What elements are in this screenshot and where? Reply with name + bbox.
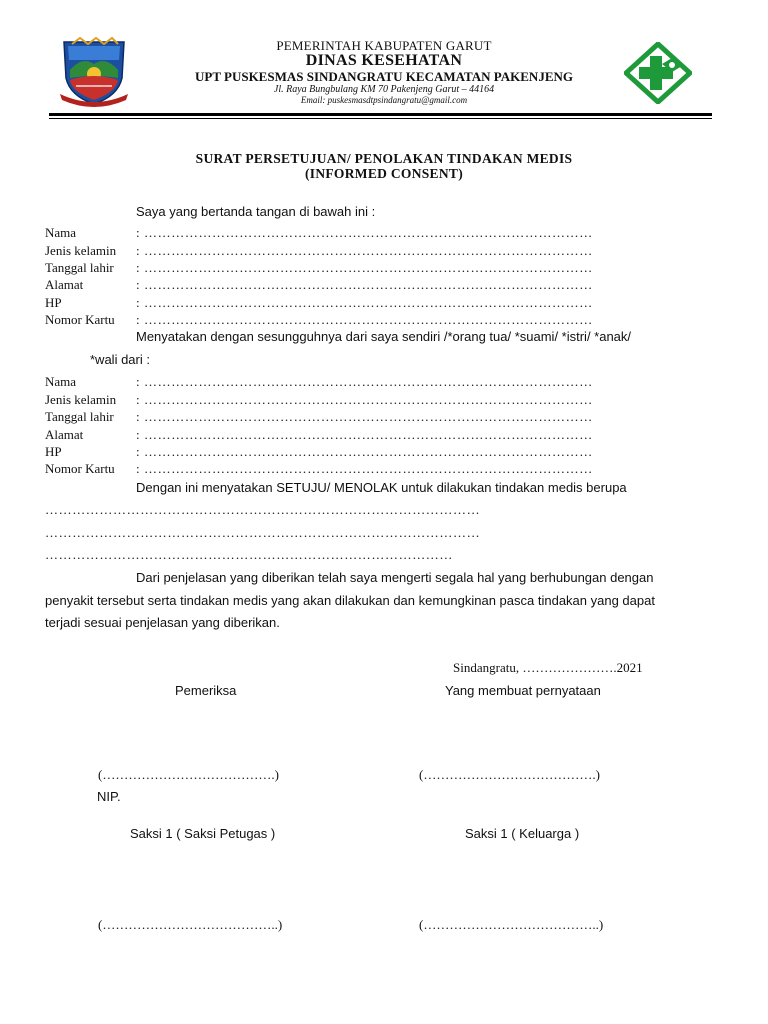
field-label-hp: HP [45,444,62,459]
document-subtitle: (INFORMED CONSENT) [304,166,464,181]
field-value-line: : ……………………………………………………………………………………… [136,243,593,258]
field-value-line: : ……………………………………………………………………………………… [136,392,593,407]
field-label-nomor-kartu: Nomor Kartu [45,312,115,327]
header-rule-thick [49,113,712,116]
explanation-line: penyakit tersebut serta tindakan medis yang akan dilakukan dan kemungkinan pasca tindakan yang dapat [45,593,655,608]
witness1-label: Saksi 1 ( Saksi Petugas ) [130,826,276,841]
consent-fill-line: …………………………………………………………………………………… [45,525,481,540]
statement-text-cont: *wali dari : [90,352,150,367]
header-department: DINAS KESEHATAN [305,52,463,69]
puskesmas-logo [624,42,692,104]
field-value-line: : ……………………………………………………………………………………… [136,461,593,476]
field-label-nama: Nama [45,374,77,389]
nip-label: NIP. [97,789,121,804]
header-email: Email: puskesmasdtpsindangratu@gmail.com [300,95,468,105]
field-value-line: : ……………………………………………………………………………………… [136,260,593,275]
header-address: Jl. Raya Bungbulang KM 70 Pakenjeng Garut – 44164 [273,84,495,95]
field-label-jenis-kelamin: Jenis kelamin [45,392,117,407]
statement-text: Menyatakan dengan sesungguhnya dari saya sendiri /*orang tua/ *suami/ *istri/ *anak/ [136,329,632,344]
header-government: PEMERINTAH KABUPATEN GARUT [276,38,492,53]
header-rule-thin [49,118,712,119]
witness2-label: Saksi 1 ( Keluarga ) [465,826,580,841]
field-value-line: : ……………………………………………………………………………………… [136,409,593,424]
witness1-signature-line: (…………………………………..) [98,917,283,932]
consent-fill-line: …………………………………………………………………………………… [45,502,481,517]
intro-text: Saya yang bertanda tangan di bawah ini : [136,204,376,219]
consent-fill-line: ……………………………………………………………………………… [45,547,453,562]
document-title: SURAT PERSETUJUAN/ PENOLAKAN TINDAKAN MEDIS [195,151,573,166]
field-value-line: : ……………………………………………………………………………………… [136,427,593,442]
field-value-line: : ……………………………………………………………………………………… [136,225,593,240]
declarant-signature-line: (………………………………….) [419,767,600,782]
explanation-line: Dari penjelasan yang diberikan telah saya mengerti segala hal yang berhubungan dengan [136,570,654,585]
consent-text: Dengan ini menyatakan SETUJU/ MENOLAK untuk dilakukan tindakan medis berupa [136,480,627,495]
place-date: Sindangratu, ………………….2021 [453,660,643,675]
header-puskesmas: UPT PUSKESMAS SINDANGRATU KECAMATAN PAKENJENG [195,69,573,84]
field-label-alamat: Alamat [45,427,84,442]
field-label-alamat: Alamat [45,277,84,292]
field-label-jenis-kelamin: Jenis kelamin [45,243,117,258]
witness2-signature-line: (…………………………………..) [419,917,604,932]
field-value-line: : ……………………………………………………………………………………… [136,374,593,389]
explanation-line: terjadi sesuai penjelasan yang diberikan. [45,615,280,630]
field-value-line: : ……………………………………………………………………………………… [136,277,593,292]
field-value-line: : ……………………………………………………………………………………… [136,312,593,327]
field-label-tanggal-lahir: Tanggal lahir [45,409,114,424]
field-label-nomor-kartu: Nomor Kartu [45,461,115,476]
field-label-hp: HP [45,295,62,310]
field-value-line: : ……………………………………………………………………………………… [136,444,593,459]
examiner-signature-line: (………………………………….) [98,767,279,782]
field-value-line: : ……………………………………………………………………………………… [136,295,593,310]
field-label-nama: Nama [45,225,77,240]
field-label-tanggal-lahir: Tanggal lahir [45,260,114,275]
examiner-label: Pemeriksa [175,683,237,698]
declarant-label: Yang membuat pernyataan [445,683,601,698]
